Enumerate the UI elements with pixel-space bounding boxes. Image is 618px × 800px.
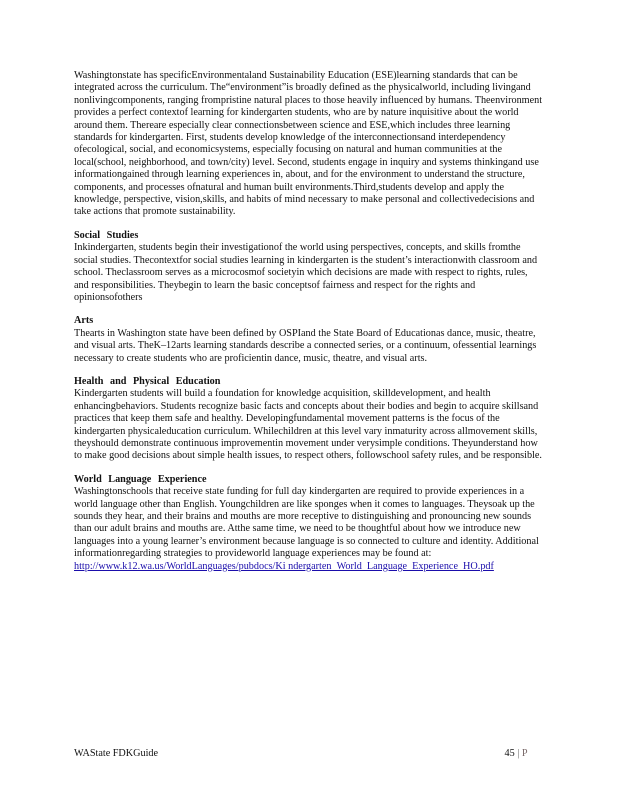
intro-paragraph: Washingtonstate has specificEnvironmentaland Sustainability Education (ESE)learning standards that can be integrated across the curriculum. The“environment”is broadly defined as the physicalworld, including livingand nonlivingcomponents, ranging frompristine natural places to those heavily influenced by humans. Theenvironment provides a perfect contextof learning for kindergarten students, who are by nature inquisitive about the world around them. Thereare especially clear connectionsbetween science and ESE,which includes three learning standards for kindergarten. First, students develop knowledge of the interconnectionsand interdependency ofecological, social, and economicsystems, especially focusing on natural and human communities at the local(school, neighborhood, and town/city) level. Second, students engage in inquiry and systems thinkingand use informationgained through learning experiences in, about, and for the environment to understand the structure, components, and processes ofnatural and human built environments.Third,students develop and apply the knowledge, perspective, vision,skills, and habits of mind necessary to make personal and collectivedecisions and take actions that promote sustainability. — [74, 70, 543, 218]
footer-title: WAState FDKGuide — [74, 748, 159, 759]
page-number: 45 — [504, 748, 515, 759]
section-body: Washingtonschools that receive state funding for full day kindergarten are required to provide experiences in a world language other than English. Youngchildren are like sponges when it comes to languages. Theysoak up the sounds they hear, and their brains and mouths are more receptive to distinguishing and pronouncing new sounds than our adult brains and mouths are. Atthe same time, we need to be thoughtful about how we introduce new languages into a young learner’s environment because language is so connected to culture and identity. Additional informationregarding strategies to provideworld language experiences may be found at: — [74, 486, 539, 560]
page-footer — [74, 748, 544, 759]
document-page — [74, 70, 544, 573]
section-body: Kindergarten students will build a foundation for knowledge acquisition, skilldevelopment, and health enhancingbehaviors. Students recognize basic facts and concepts about their bodies and begin to acquire skillsand practices that keep them safe and healthy. Developingfundamental movement patterns is the focus of the kindergarten physicaleducation curriculum. Whilechildren at this level vary inmaturity across allmovement skills, theyshould demonstrate continuous improvementin movement under verysimple conditions. Theyunderstand how to make good decisions about simple health issues, to respect others, followschool safety rules, and be responsible. — [74, 388, 542, 462]
section-body: Thearts in Washington state have been defined by OSPIand the State Board of Educationas dance, music, theatre, and visual arts. TheK–12arts learning standards describe a connected series, or a continuum, ofessential learnings necessary to create students who are proficientin dance, music, theatre, and visual arts. — [74, 327, 537, 364]
section-social-studies — [74, 230, 544, 304]
section-arts — [74, 315, 544, 365]
section-heading: Arts — [74, 315, 94, 327]
page-number-block — [505, 748, 545, 759]
section-body: Inkindergarten, students begin their investigationof the world using perspectives, concepts, and skills fromthe social studies. Thecontextfor social studies learning in kindergarten is the student’s interactionwith classroom and school. Theclassroom serves as a microcosmof societyin which decisions are made with respect to rights, rules, and responsibilities. Theybegin to learn the basic conceptsof fairness and respect for the rights and opinionsofothers — [74, 242, 538, 303]
section-heading: Health and Physical Education — [74, 375, 221, 387]
section-world-language — [74, 474, 544, 573]
page-separator: | — [517, 748, 520, 759]
world-language-link[interactable]: http://www.k12.wa.us/WorldLanguages/pubdocs/Ki ndergarten_World_Language_Experience_HO.pdf — [74, 560, 494, 572]
section-health-pe — [74, 376, 544, 463]
section-heading: World Language Experience — [74, 473, 207, 485]
section-heading: Social Studies — [74, 229, 139, 241]
page-label: P — [521, 748, 528, 759]
